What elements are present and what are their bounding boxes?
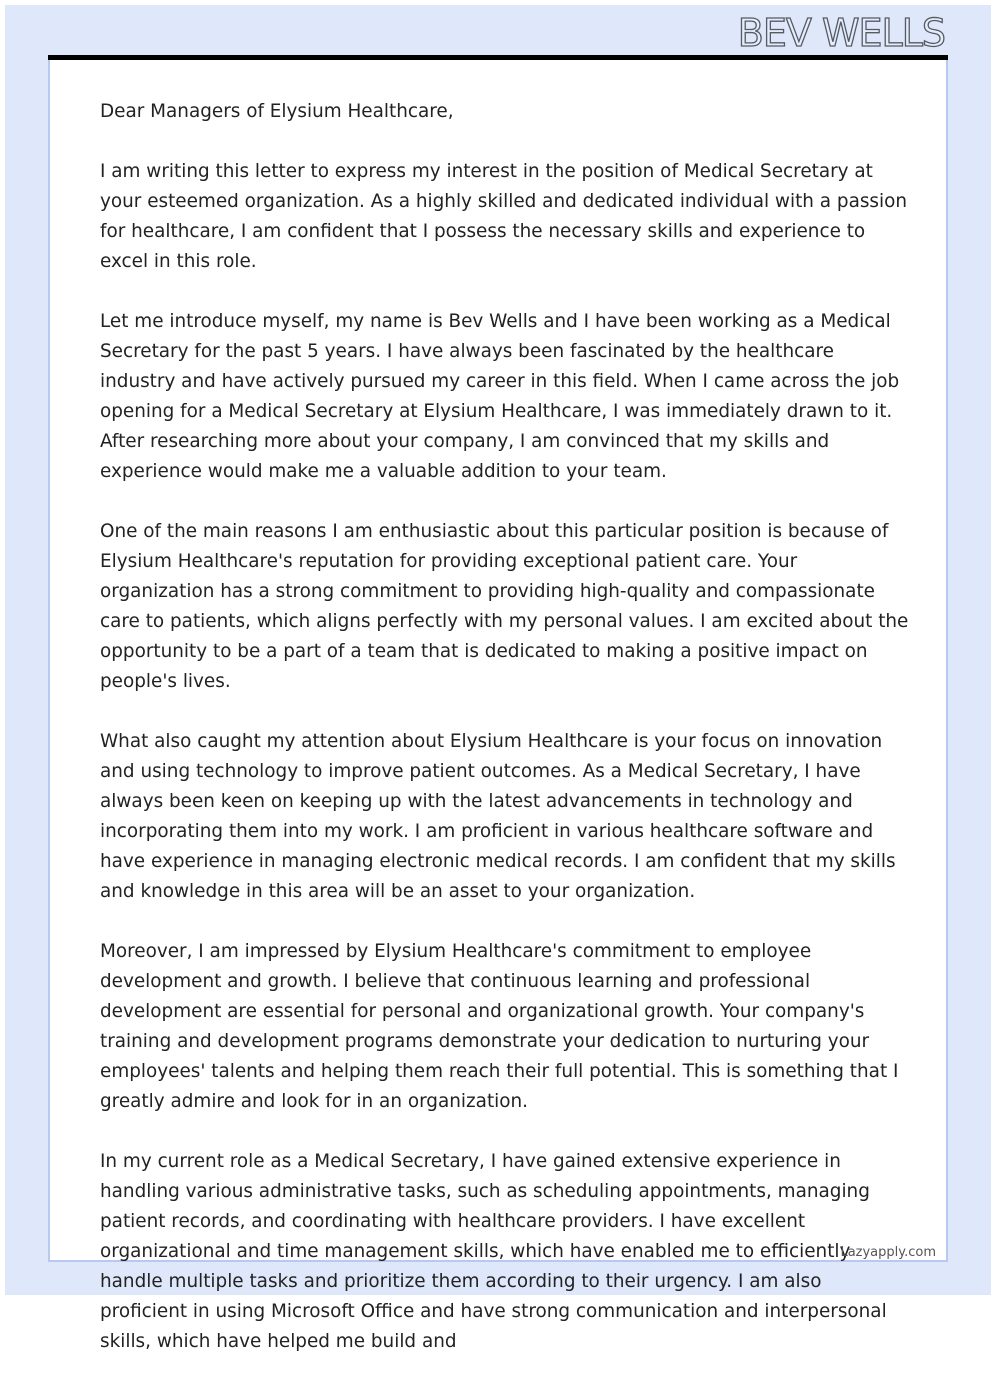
letter-body (100, 97, 910, 1387)
letter-paragraph-3: One of the main reasons I am enthusiastic about this particular position is because of Elysium Healthcare's reputation for providing exceptional patient care. Your organization has a strong commitment to providing high-quality and compassionate care to patients, which aligns perfectly with my personal values. I am excited about the opportunity to be a part of a team that is dedicated to making a positive impact on people's lives. (100, 521, 909, 692)
letter-paragraph-4: What also caught my attention about Elysium Healthcare is your focus on innovation and using technology to improve patient outcomes. As a Medical Secretary, I have always been keen on keeping up with the latest advancements in technology and incorporating them into my work. I am proficient in various healthcare software and have experience in managing electronic medical records. I am confident that my skills and knowledge in this area will be an asset to your organization. (100, 731, 896, 902)
header-name: BEV WELLS (737, 11, 945, 55)
letter-paragraph-1: I am writing this letter to express my interest in the position of Medical Secretary at your esteemed organization. As a highly skilled and dedicated individual with a passion for healthcare, I am confident that I possess the necessary skills and experience to excel in this role. (100, 161, 908, 272)
letter-salutation: Dear Managers of Elysium Healthcare, (100, 101, 454, 122)
letter-paragraph-6: In my current role as a Medical Secretary, I have gained extensive experience in handling various administrative tasks, such as scheduling appointments, managing patient records, and coordinating with healthcare providers. I have excellent organizational and time management skills, which have enabled me to efficiently handle multiple tasks and prioritize them according to their urgency. I am also proficient in using Microsoft Office and have strong communication and interpersonal skills, which have helped me build and (100, 1151, 887, 1352)
letter-paragraph-2: Let me introduce myself, my name is Bev Wells and I have been working as a Medical Secretary for the past 5 years. I have always been fascinated by the healthcare industry and have actively pursued my career in this field. When I came across the job opening for a Medical Secretary at Elysium Healthcare, I was immediately drawn to it. After researching more about your company, I am convinced that my skills and experience would make me a valuable addition to your team. (100, 311, 900, 482)
letter-paragraph-5: Moreover, I am impressed by Elysium Healthcare's commitment to employee development and growth. I believe that continuous learning and professional development are essential for personal and organizational growth. Your company's training and development programs demonstrate your dedication to nurturing your employees' talents and helping them reach their full potential. This is something that I greatly admire and look for in an organization. (100, 941, 899, 1112)
watermark-link[interactable]: Lazyapply.com (840, 1245, 936, 1260)
document-frame (5, 5, 991, 1352)
